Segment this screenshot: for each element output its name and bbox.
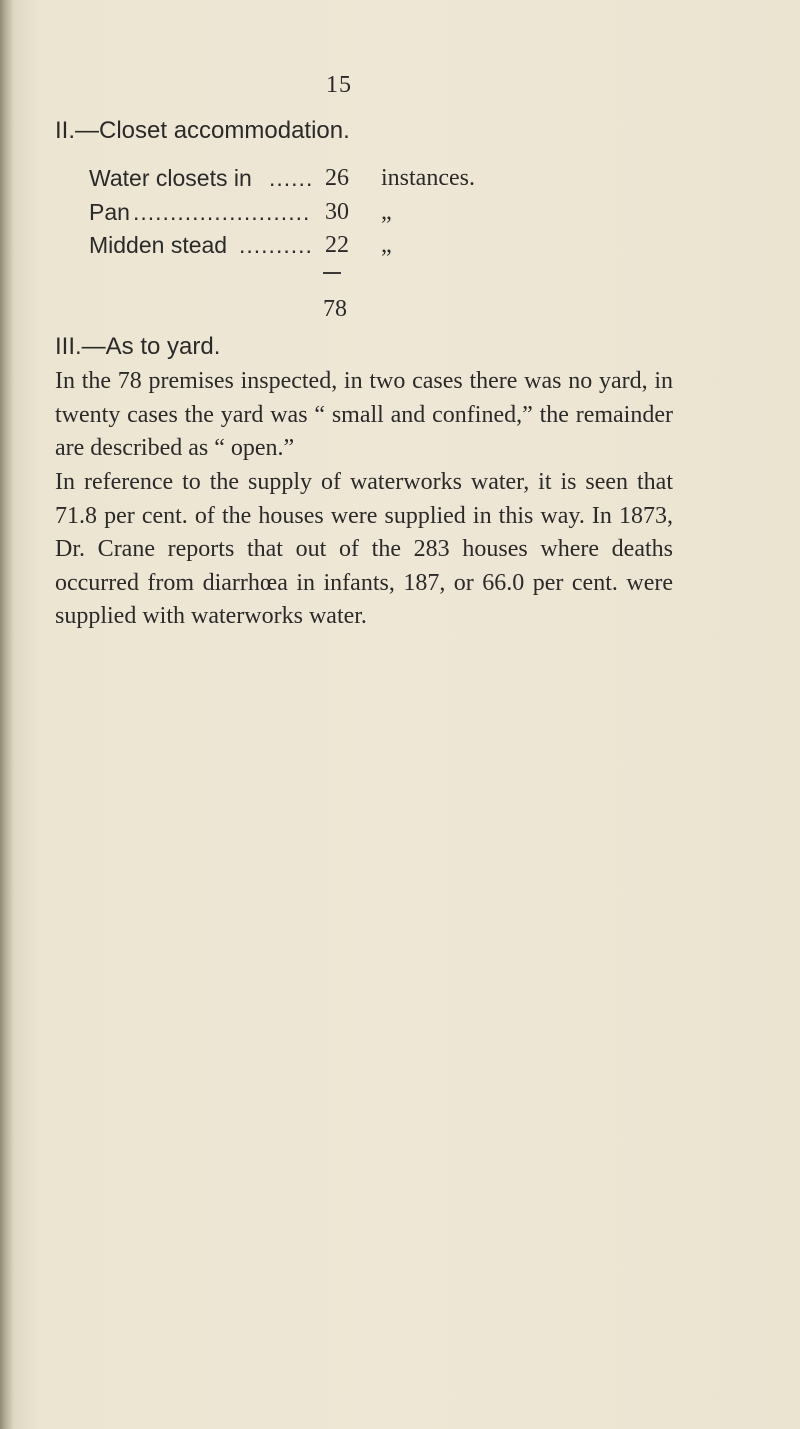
table-row bbox=[89, 165, 589, 197]
section-heading-closet-accommodation: II.—Closet accommodation. bbox=[55, 117, 350, 144]
row-count: 26 bbox=[325, 165, 349, 191]
row-label: Pan bbox=[89, 199, 130, 225]
leader-dots: ........................ bbox=[133, 199, 311, 225]
leader-dots: ...... bbox=[269, 165, 314, 191]
row-count: 22 bbox=[325, 232, 349, 258]
row-unit: „ bbox=[381, 199, 392, 225]
table-row bbox=[89, 232, 589, 264]
sum-rule bbox=[323, 272, 341, 274]
row-unit: instances. bbox=[381, 165, 475, 191]
page-number: 15 bbox=[326, 72, 352, 98]
leader-dots: .......... bbox=[239, 232, 313, 258]
paragraph-yard: In the 78 premises inspected, in two cases there was no yard, in twenty cases the yard was “ small and confined,” the remainder are described as “ open.” bbox=[55, 368, 673, 461]
total-count: 78 bbox=[323, 296, 347, 322]
binding-shadow bbox=[0, 0, 14, 1429]
row-unit: „ bbox=[381, 232, 392, 258]
row-label: Water closets in bbox=[89, 165, 252, 191]
row-label: Midden stead bbox=[89, 232, 228, 258]
row-count: 30 bbox=[325, 199, 349, 225]
paragraph-waterworks: In reference to the supply of waterworks water, it is seen that 71.8 per cent. of the houses were supplied in this way. In 1873, Dr. Crane reports that out of the 283 houses where deaths occurred from diarrhœa in infants, 187, or 66.0 per cent. were supplied with waterworks water. bbox=[55, 469, 673, 629]
section-heading-yard: III.—As to yard. bbox=[55, 333, 221, 360]
table-row bbox=[89, 199, 589, 231]
